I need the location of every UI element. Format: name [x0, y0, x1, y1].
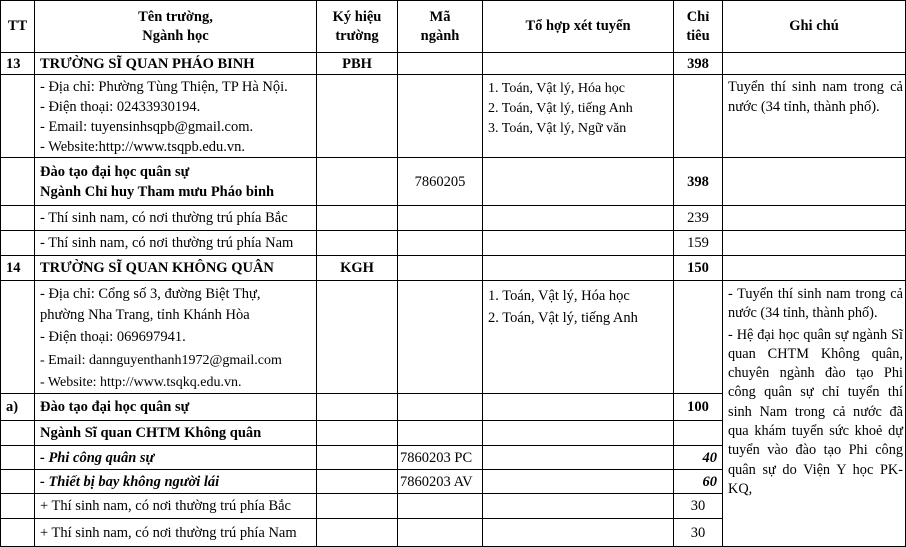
- school-14-tt: 14: [1, 256, 35, 281]
- school-13-email: - Email: tuyensinhsqpb@gmail.com.: [40, 119, 254, 135]
- school-14-note: [723, 281, 906, 547]
- school-14-phone: - Điện thoại: 069697941.: [40, 329, 186, 345]
- school-13-training: Đào tạo đại học quân sự Ngành Chỉ huy Tham mưu Pháo binh: [35, 158, 317, 206]
- school-14-contact: [35, 281, 317, 394]
- school-14-address-2: phường Nha Trang, tỉnh Khánh Hòa: [40, 307, 250, 323]
- school-13-south: - Thí sinh nam, có nơi thường trú phía Nam: [35, 231, 317, 256]
- school-14-name: TRƯỜNG SĨ QUAN KHÔNG QUÂN: [35, 256, 317, 281]
- school-14-north: + Thí sinh nam, có nơi thường trú phía Bắc: [35, 494, 317, 519]
- school-14-south: + Thí sinh nam, có nơi thường trú phía Nam: [35, 519, 317, 547]
- school-13-training-row: [1, 158, 906, 206]
- school-14-combo-2: 2. Toán, Vật lý, tiếng Anh: [488, 310, 638, 326]
- school-14-combos: [483, 281, 674, 394]
- school-13-phone: - Điện thoại: 02433930194.: [40, 99, 201, 115]
- school-13-quota: 398: [674, 53, 723, 75]
- header-major-code: Mã ngành: [398, 1, 483, 53]
- school-13-combo-3: 3. Toán, Vật lý, Ngữ văn: [488, 121, 627, 136]
- school-13-contact-row: [1, 75, 906, 158]
- school-13-south-row: [1, 231, 906, 256]
- school-14-website: - Website: http://www.tsqkq.edu.vn.: [40, 375, 242, 390]
- school-14-quota: 150: [674, 256, 723, 281]
- school-14-note-1: - Tuyển thí sinh nam trong cả nước (34 tỉnh, thành phố).: [728, 286, 903, 322]
- school-14-pilot-quota: 40: [674, 446, 723, 470]
- school-14-pilot: - Phi công quân sự: [35, 446, 317, 470]
- school-13-north-quota: 239: [674, 206, 723, 231]
- school-14-address-1: - Địa chỉ: Cổng số 3, đường Biệt Thự,: [40, 286, 261, 302]
- school-14-row: [1, 256, 906, 281]
- header-school-code: Ký hiệu trường: [317, 1, 398, 53]
- school-13-tt: 13: [1, 53, 35, 75]
- school-14-contact-row: [1, 281, 906, 394]
- school-14-training: Đào tạo đại học quân sự: [35, 394, 317, 421]
- school-13-south-quota: 159: [674, 231, 723, 256]
- school-13-north-row: [1, 206, 906, 231]
- school-13-combos: [483, 75, 674, 158]
- header-tt: TT: [1, 1, 35, 53]
- school-14-code: KGH: [317, 256, 398, 281]
- school-13-training-quota: 398: [674, 158, 723, 206]
- school-13-code: PBH: [317, 53, 398, 75]
- header-quota: Chỉ tiêu: [674, 1, 723, 53]
- school-13-name: TRƯỜNG SĨ QUAN PHÁO BINH: [35, 53, 317, 75]
- school-14-sub-a: a): [1, 394, 35, 421]
- school-14-email: - Email: dannguyenthanh1972@gmail.com: [40, 353, 282, 368]
- school-13-address: - Địa chỉ: Phường Tùng Thiện, TP Hà Nội.: [40, 79, 288, 95]
- school-14-major: Ngành Sĩ quan CHTM Không quân: [35, 421, 317, 446]
- school-14-uav-quota: 60: [674, 470, 723, 494]
- header-school: Tên trường, Ngành học: [35, 1, 317, 53]
- school-14-combo-1: 1. Toán, Vật lý, Hóa học: [488, 288, 630, 304]
- school-14-south-quota: 30: [674, 519, 723, 547]
- school-13-major-code: 7860205: [398, 158, 483, 206]
- school-14-training-quota: 100: [674, 394, 723, 421]
- school-14-uav: - Thiết bị bay không người lái: [35, 470, 317, 494]
- header-note: Ghi chú: [723, 1, 906, 53]
- school-13-website: - Website:http://www.tsqpb.edu.vn.: [40, 139, 246, 155]
- header-combo: Tổ hợp xét tuyển: [483, 1, 674, 53]
- school-14-note-2: - Hệ đại học quân sự ngành Sĩ quan CHTM Không quân, chuyên ngành đào tạo Phi công quân sự chỉ tuyển thí sinh Nam trong cả nước đã qua khám tuyển sức khoẻ dự tuyển vào đào tạo Phi công quân sự do Viện Y học PK-KQ,: [728, 326, 903, 497]
- school-13-north: - Thí sinh nam, có nơi thường trú phía Bắc: [35, 206, 317, 231]
- school-13-row: [1, 53, 906, 75]
- school-13-contact: [35, 75, 317, 158]
- school-13-combo-1: 1. Toán, Vật lý, Hóa học: [488, 81, 625, 96]
- school-14-uav-code: 7860203 AV: [398, 470, 483, 494]
- school-14-north-quota: 30: [674, 494, 723, 519]
- header-row: [1, 1, 906, 53]
- school-14-pilot-code: 7860203 PC: [398, 446, 483, 470]
- school-13-combo-2: 2. Toán, Vật lý, tiếng Anh: [488, 101, 633, 116]
- school-13-note: Tuyển thí sinh nam trong cả nước (34 tỉnh, thành phố).: [723, 75, 906, 158]
